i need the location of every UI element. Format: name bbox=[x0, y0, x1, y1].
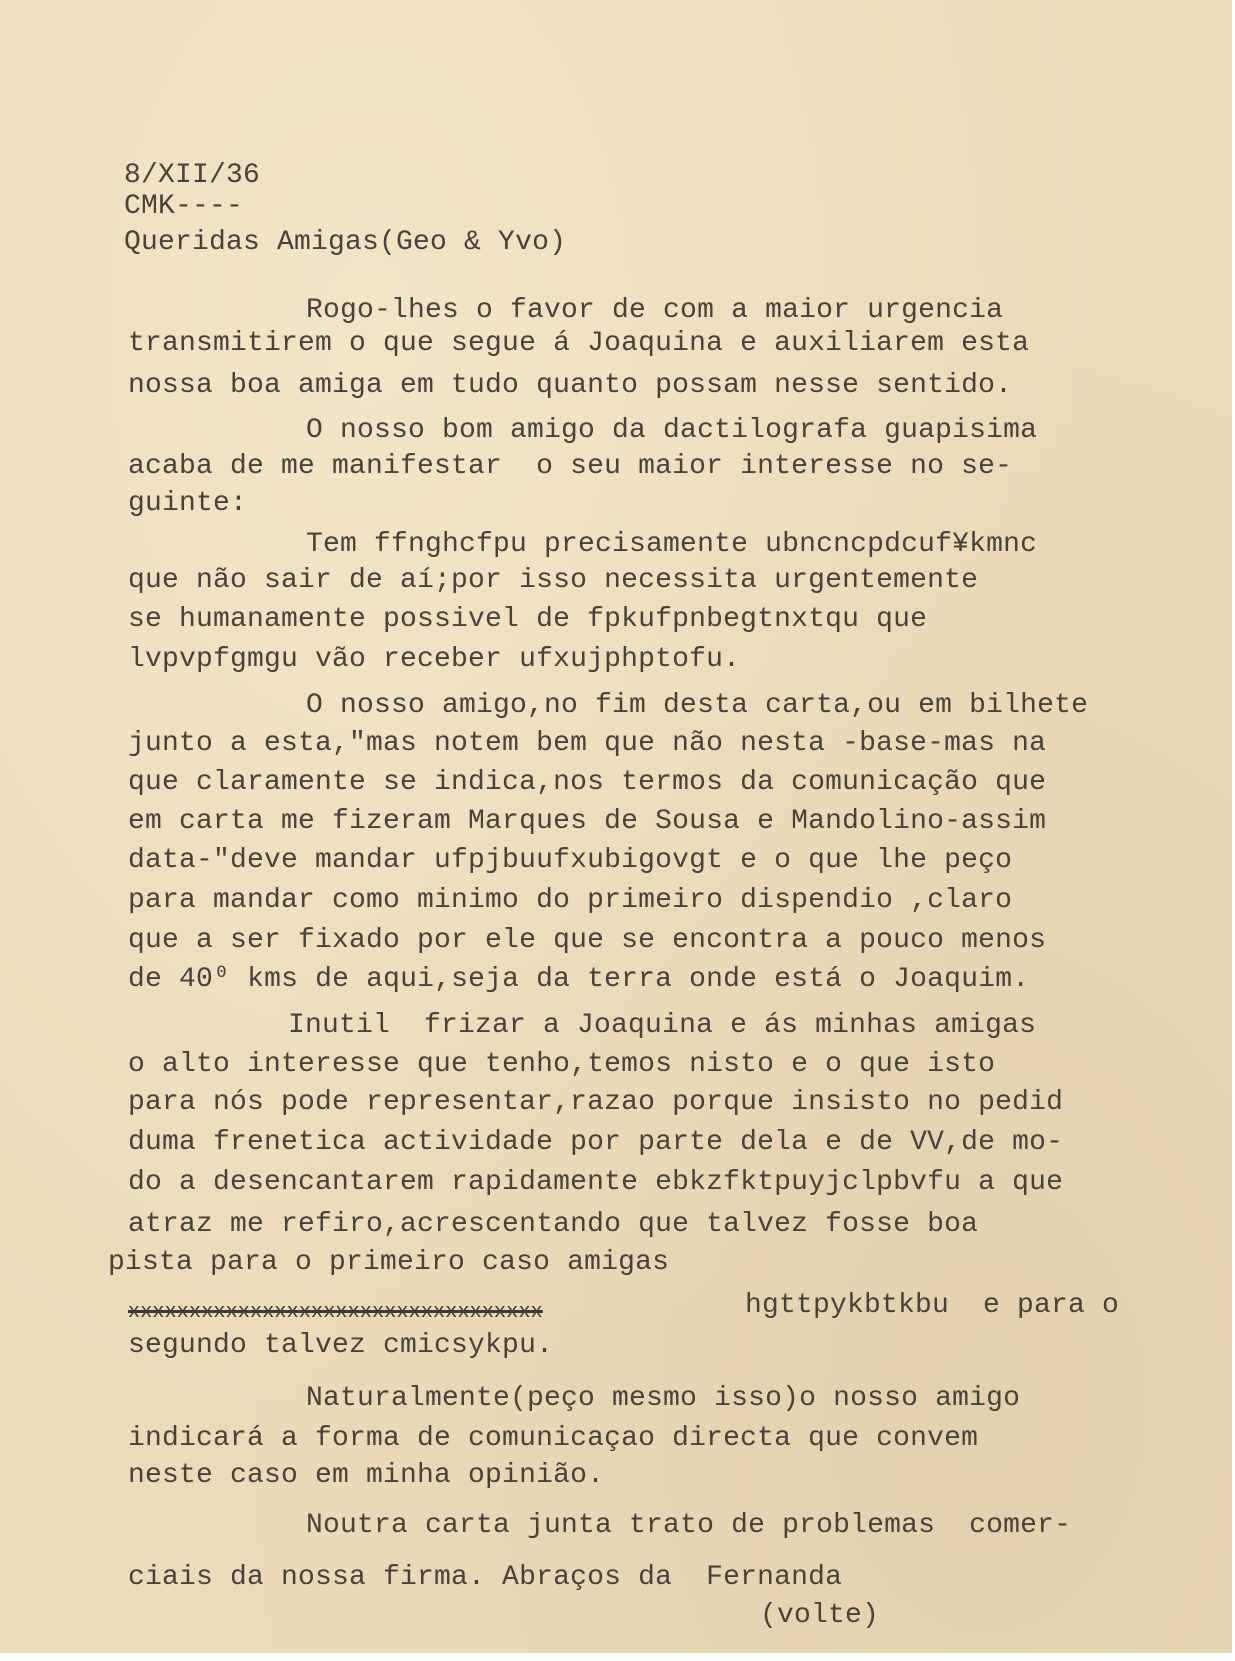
letter-line: que a ser fixado por ele que se encontra a pouco menos bbox=[128, 925, 1047, 956]
struck-out-text: xxxxxxxxxxxxxxxxxxxxxxxxxxxxxxxxxx bbox=[128, 1301, 543, 1324]
letter-date: 8/XII/36 bbox=[124, 160, 261, 191]
letter-line: junto a esta,"mas notem bem que não nesta -base-mas na bbox=[128, 728, 1047, 759]
letter-salutation: Queridas Amigas(Geo & Yvo) bbox=[124, 227, 567, 258]
letter-turn-over-note: (volte) bbox=[760, 1600, 880, 1631]
letter-line: que não sair de aí;por isso necessita urgentemente bbox=[128, 565, 979, 596]
letter-line: para nós pode representar,razao porque insisto no pedid bbox=[128, 1087, 1064, 1118]
letter-reference: CMK---- bbox=[124, 191, 244, 222]
letter-line: Inutil frizar a Joaquina e ás minhas amigas bbox=[288, 1010, 1037, 1041]
letter-line: que claramente se indica,nos termos da comunicação que bbox=[128, 767, 1047, 798]
letter-line: nossa boa amiga em tudo quanto possam nesse sentido. bbox=[128, 370, 1013, 401]
letter-line: pista para o primeiro caso amigas bbox=[108, 1247, 670, 1278]
letter-line: atraz me refiro,acrescentando que talvez fosse boa bbox=[128, 1209, 979, 1240]
letter-line: se humanamente possivel de fpkufpnbegtnxtqu que bbox=[128, 604, 928, 635]
letter-line: ciais da nossa firma. Abraços da Fernanda bbox=[128, 1562, 843, 1593]
letter-line: em carta me fizeram Marques de Sousa e Mandolino-assim bbox=[128, 806, 1047, 837]
letter-line: data-"deve mandar ufpjbuufxubigovgt e o que lhe peço bbox=[128, 845, 1013, 876]
letter-line: Noutra carta junta trato de problemas comer- bbox=[306, 1510, 1072, 1541]
letter-line: neste caso em minha opinião. bbox=[128, 1460, 605, 1491]
letter-line: O nosso amigo,no fim desta carta,ou em bilhete bbox=[306, 690, 1089, 721]
letter-line: lvpvpfgmgu vão receber ufxujphptofu. bbox=[128, 644, 741, 675]
letter-line: do a desencantarem rapidamente ebkzfktpuyjclpbvfu a que bbox=[128, 1167, 1064, 1198]
letter-line: o alto interesse que tenho,temos nisto e o que isto bbox=[128, 1049, 996, 1080]
letter-line: Rogo-lhes o favor de com a maior urgencia bbox=[306, 295, 1004, 326]
letter-line: transmitirem o que segue á Joaquina e auxiliarem esta bbox=[128, 328, 1030, 359]
letter-line: segundo talvez cmicsykpu. bbox=[128, 1330, 554, 1361]
letter-line: Naturalmente(peço mesmo isso)o nosso amigo bbox=[306, 1383, 1021, 1414]
letter-line: de 40⁰ kms de aqui,seja da terra onde está o Joaquim. bbox=[128, 964, 1030, 995]
letter-line: hgttpykbtkbu e para o bbox=[745, 1290, 1120, 1321]
letter-line: indicará a forma de comunicaçao directa que convem bbox=[128, 1423, 979, 1454]
letter-line: O nosso bom amigo da dactilografa guapisima bbox=[306, 415, 1038, 446]
letter-line: Tem ffnghcfpu precisamente ubncncpdcuf¥kmnc bbox=[306, 529, 1038, 560]
letter-line: duma frenetica actividade por parte dela e de VV,de mo- bbox=[128, 1127, 1064, 1158]
letter-line: guinte: bbox=[128, 488, 248, 519]
letter-line: acaba de me manifestar o seu maior interesse no se- bbox=[128, 451, 1013, 482]
letter-line: para mandar como minimo do primeiro dispendio ,claro bbox=[128, 885, 1013, 916]
